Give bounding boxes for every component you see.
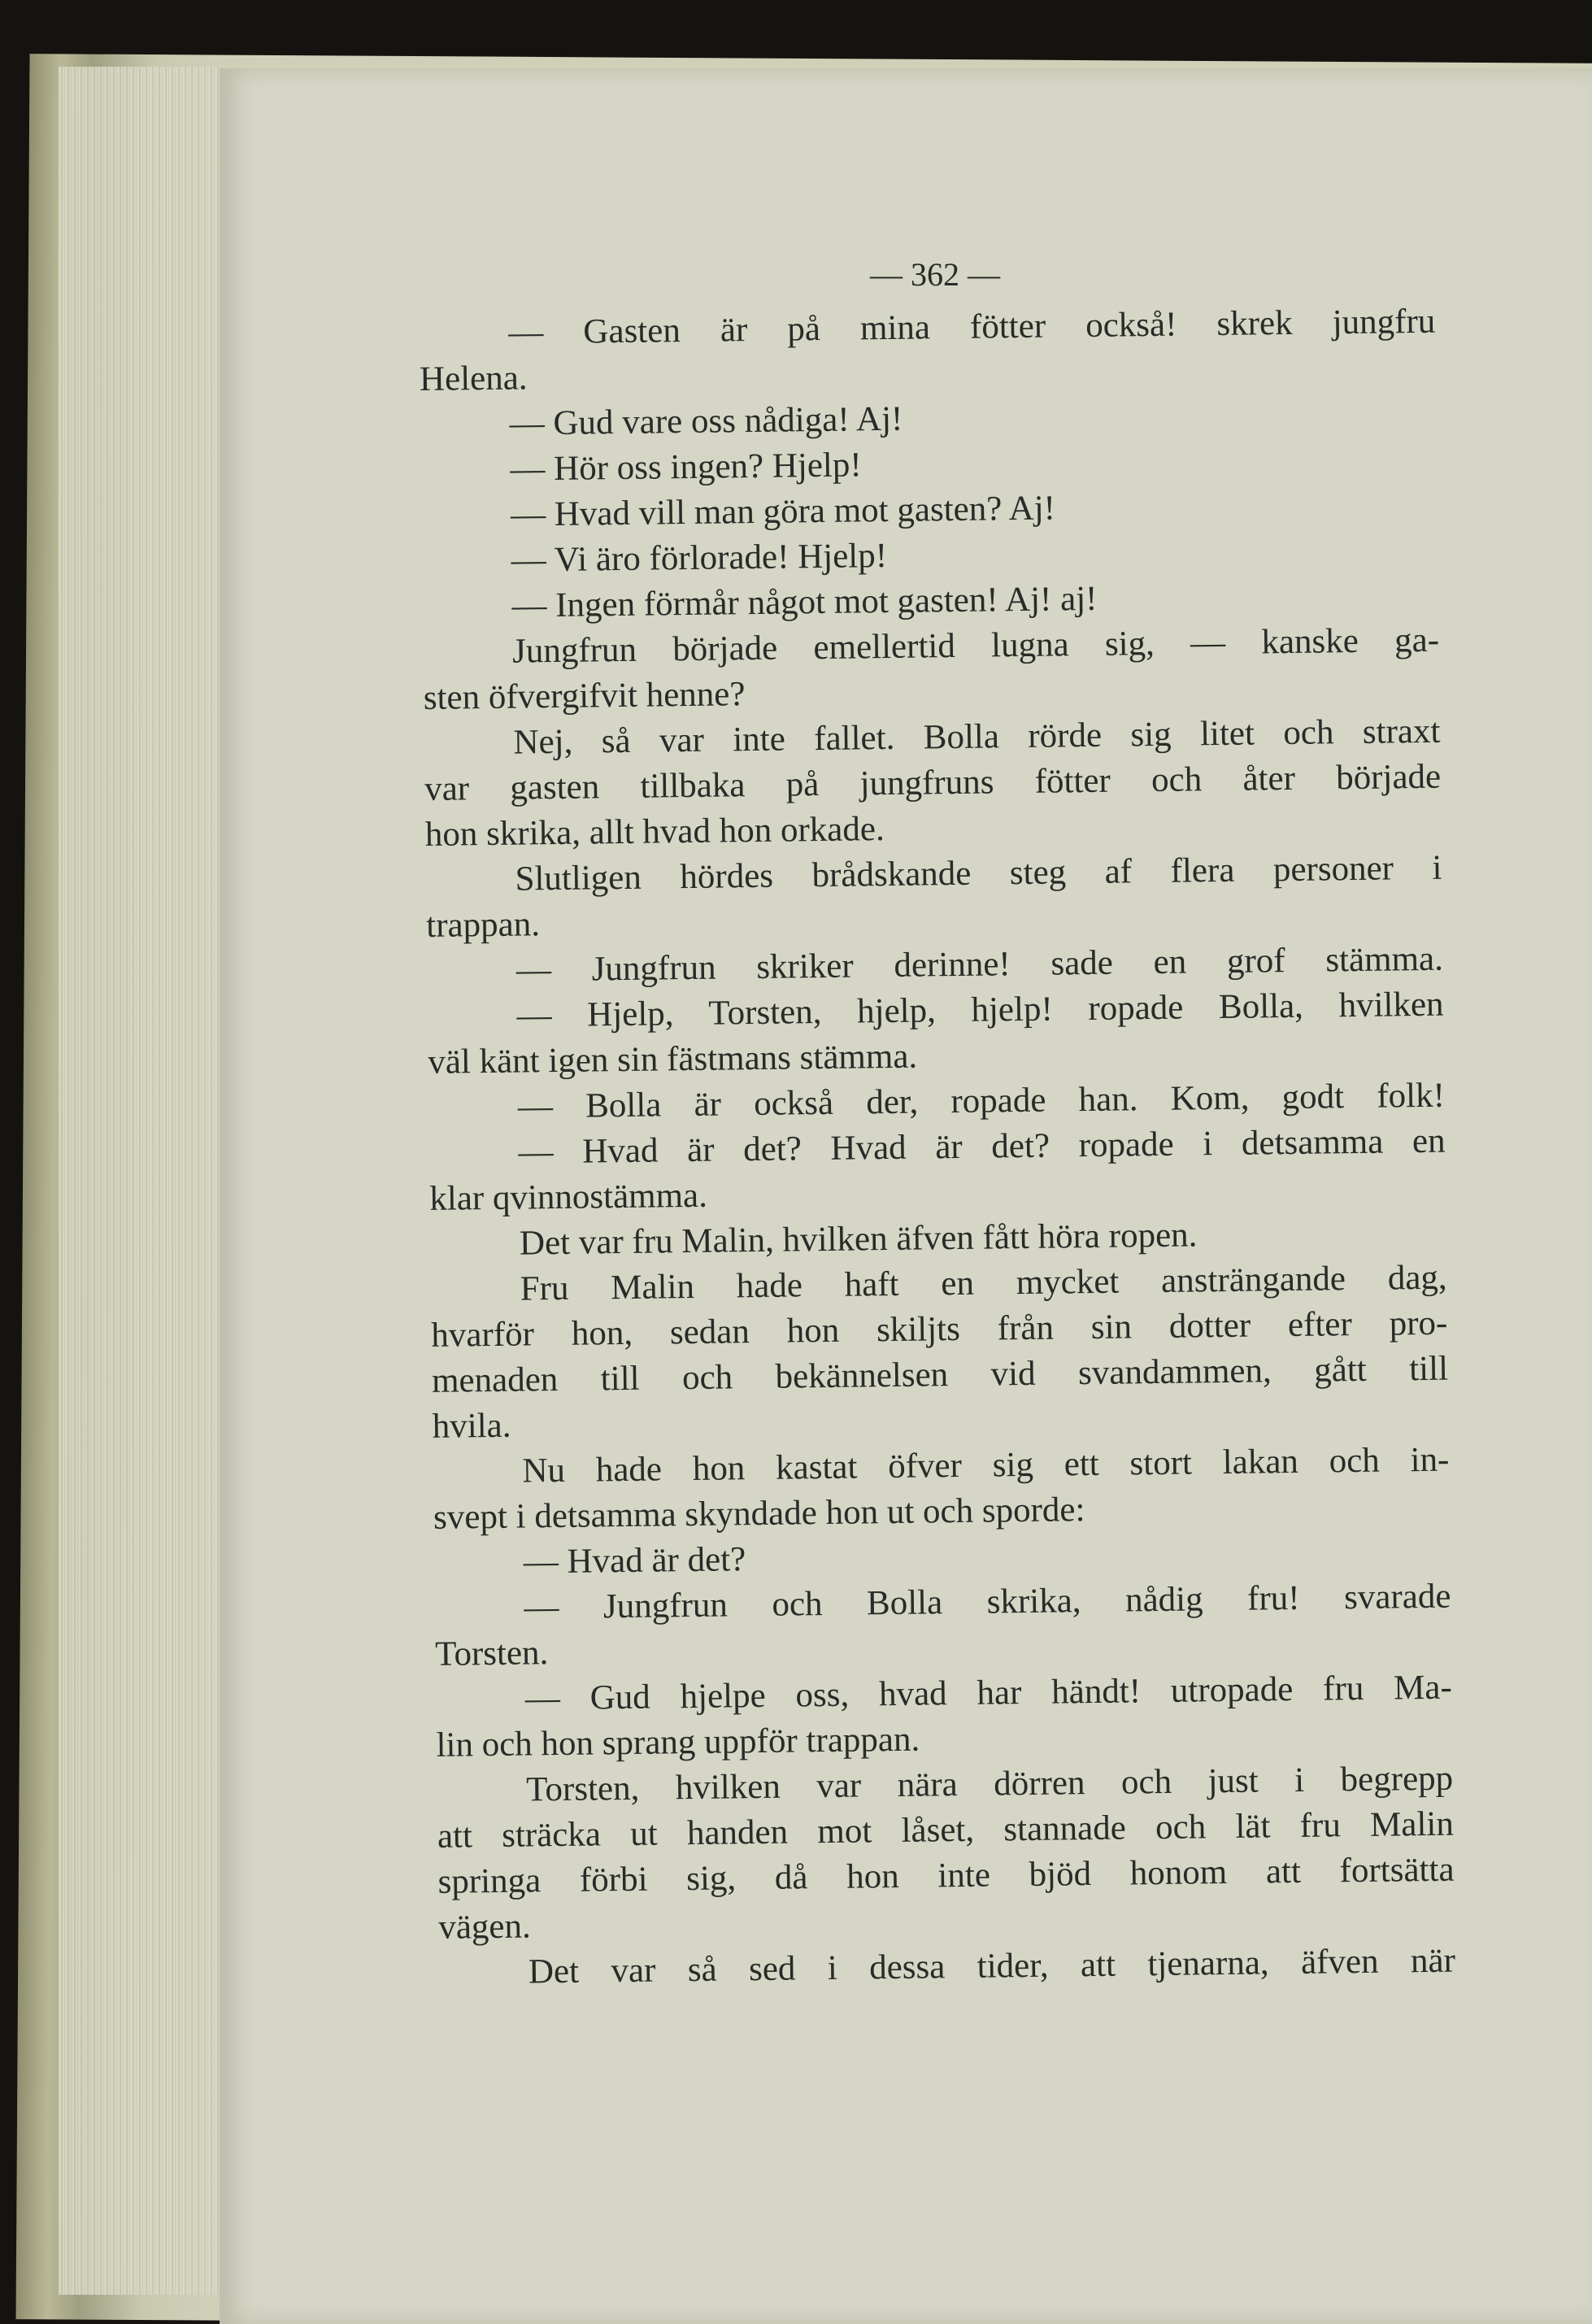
text-line: — Vi äro förlorade! Hjelp!: [511, 536, 888, 580]
text-line: Det var så sed i dessa tider, att tjenarna, äfven när: [528, 1941, 1456, 1991]
text-line: vägen.: [437, 1907, 531, 1947]
text-line: klar qvinnostämma.: [429, 1176, 708, 1218]
text-line: — Hvad är det?: [523, 1540, 746, 1582]
text-line: — Hvad vill man göra mot gasten? Aj!: [510, 489, 1056, 534]
page-stack-edges: [59, 67, 221, 2295]
text-line: var gasten tillbaka på jungfruns fötter och åter började: [424, 757, 1442, 808]
text-line: hvarför hon, sedan hon skiljts från sin dotter efter pro-: [431, 1303, 1448, 1355]
text-line: — Gud hjelpe oss, hvad har händt! utropade fru Ma-: [524, 1668, 1453, 1718]
text-line: Fru Malin hade haft en mycket ansträngande dag,: [520, 1258, 1447, 1308]
page-number: — 362 —: [870, 256, 1000, 293]
text-line: att sträcka ut handen mot låset, stannade och lät fru Malin: [437, 1804, 1455, 1856]
text-line: hon skrika, allt hvad hon orkade.: [424, 810, 885, 854]
text-line: Slutligen hördes brådskande steg af flera personer i: [515, 848, 1442, 899]
text-line: sten öfvergifvit henne?: [423, 675, 746, 717]
text-line: trappan.: [425, 905, 541, 945]
text-line: Nej, så var inte fallet. Bolla rörde sig litet och straxt: [513, 712, 1441, 762]
text-line: Nu hade hon kastat öfver sig ett stort lakan och in-: [522, 1440, 1450, 1491]
text-line: Jungfrun började emellertid lugna sig, — kanske ga-: [511, 620, 1440, 671]
text-line: lin och hon sprang uppför trappan.: [436, 1720, 920, 1765]
text-line: — Bolla är också der, ropade han. Kom, godt folk!: [517, 1076, 1446, 1126]
text-line: — Jungfrun och Bolla skrika, nådig fru! svarade: [524, 1577, 1451, 1627]
text-line: — Hjelp, Torsten, hjelp, hjelp! ropade Bolla, hvilken: [516, 985, 1444, 1035]
text-line: — Jungfrun skriker derinne! sade en grof stämma.: [515, 939, 1444, 990]
text-line: Torsten.: [434, 1634, 549, 1673]
text-line: — Ingen förmår något mot gasten! Aj! aj!: [511, 579, 1098, 625]
text-line: — Hör oss ingen? Hjelp!: [510, 446, 862, 489]
text-line: Helena.: [419, 359, 528, 398]
text-block: [419, 299, 1455, 1996]
text-line: Torsten, hvilken var nära dörren och just i begrepp: [525, 1759, 1454, 1809]
text-line: väl känt igen sin fästmans stämma.: [427, 1037, 918, 1081]
text-line: — Gud vare oss nådiga! Aj!: [509, 399, 903, 443]
text-line: hvila.: [432, 1406, 511, 1446]
text-line: — Gasten är på mina fötter också! skrek jungfru: [508, 302, 1436, 352]
text-line: Det var fru Malin, hvilken äfven fått höra ropen.: [519, 1216, 1198, 1263]
text-line: svept i detsamma skyndade hon ut och sporde:: [433, 1491, 1085, 1537]
text-line: springa förbi sig, då hon inte bjöd honom att fortsätta: [437, 1850, 1455, 1901]
text-line: — Hvad är det? Hvad är det? ropade i detsamma en: [518, 1121, 1446, 1172]
text-line: menaden till och bekännelsen vid svandammen, gått till: [431, 1349, 1449, 1400]
